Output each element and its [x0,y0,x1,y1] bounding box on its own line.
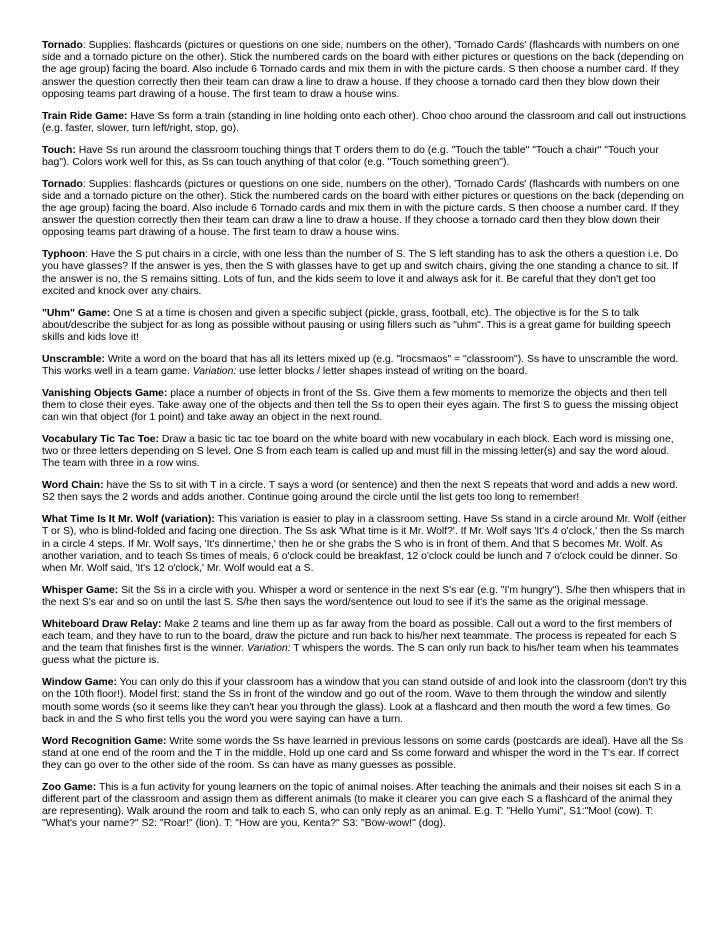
entry-term: Window Game: [42,677,117,689]
entry-train-ride-game [42,111,688,135]
entry-whisper-game [42,585,688,609]
entry-text: : Have the S put chairs in a circle, with one less than the number of S. The S left standing has to ask the others a question i.e. Do you have glasses? If the answer is yes, then the S with glasses have to get up and switch chairs, giving the one standing a chance to sit. If the answer is no, the S remains sitting. Lots of fun, and the kids seem to love it and always ask for it. Be careful that they don't get too excited and knock over any chairs. [42,249,679,297]
entry-window-game [42,677,688,726]
entry-text: Make 2 teams and line them up as far away from the board as possible. Call out a word to the first members of each team, and they have to run to the board, draw the picture and run back to his/her next teammate. The process is repeated for each S and the team that finishes first is the winner. [42,618,677,655]
entry-term: Vanishing Objects Game: [42,387,168,399]
entry-text: Draw a basic tic tac toe board on the white board with new vocabulary in each block. Each word is missing one, two or three letters depending on S level. One S from each team is called up and must fill in the missing letter(s) and say the word aloud. The team with three in a row wins. [42,434,674,470]
entry-zoo-game [42,782,688,831]
entry-text: T whispers the words. The S can only run back to his/her team when his teammates guess what the picture is. [42,643,679,667]
entry-text: : Supplies: flashcards (pictures or questions on one side, numbers on the other), 'Tornado Cards' (flashcards with numbers on one side and a tornado picture on the other). Stick the numbered cards on the board with either pictures or questions on the back (depending on the age group) facing the board. Also include 6 Tornado cards and mix them in with the picture cards. S then choose a number card. If they answer the question correctly then their team can draw a line to draw a house. If they choose a tornado card then they blow down their opposing teams part drawing of a house. The first team to draw a house wins. [42,178,684,239]
entry-text: use letter blocks / letter shapes instead of writing on the board. [236,366,528,378]
entry-tornado-1 [42,40,688,101]
entry-tornado-2 [42,179,688,240]
entry-text: Have Ss run around the classroom touching things that T orders them to do (e.g. "Touch the table" "Touch a chair" "Touch your bag"). Colors work well for this, as Ss can touch anything of that color (e.g. "Touch something green"). [42,144,659,168]
entry-text: Have Ss form a train (standing in line holding onto each other). Choo choo around the classroom and call out instructions (e.g. faster, slower, turn left/right, stop, go). [42,110,686,134]
entry-vanishing-objects-game [42,388,688,425]
entry-text: This variation is easier to play in a classroom setting. Have Ss stand in a circle around Mr. Wolf (either T or S), who is blind-folded and facing one direction. The Ss ask 'What time is it Mr. Wolf?'. If Mr. Wolf says 'It's 4 o'clock,' then the Ss march in a circle 4 steps. If Mr. Wolf says, 'It's dinnertime,' then he or she grabs the S who is in front of them. And that S becomes Mr. Wolf. As another variation, and to teach Ss times of meals, 6 o'clock could be breakfast, 12 o'clock could be lunch and 7 o'clock could be dinner. So when Mr. Wolf said, 'It's 12 o'clock,' Mr. Wolf would eat a S. [42,514,687,575]
entry-term: Tornado [42,178,83,190]
entry-text: This is a fun activity for young learners on the topic of animal noises. After teaching the animals and their noises sit each S in a different part of the classroom and assign them as different animals (to make it clearer you can give each S a flashcard of the animal they are representing). Walk around the room and talk to each S, who can only reply as an animal. E.g. T: "Hello Yumi", S1:"Moo! (cow). T: "What's your name?" S2: "Roar!" (lion). T: "How are you, Kenta?" S3: "Bow-wow!" (dog). [42,781,681,830]
entry-unscramble [42,354,688,378]
entry-term: Whiteboard Draw Relay: [42,618,162,630]
entry-what-time-is-it-mr-wolf [42,514,688,575]
entry-text: place a number of objects in front of the Ss. Give them a few moments to memorize the objects and then tell them to close their eyes. Take away one of the objects and then tell the Ss to open their eyes again. The first S to guess the missing object can win that object (for 1 point) and take away an object in the next round. [42,387,679,424]
entry-term: Word Recognition Game: [42,735,167,747]
entry-touch [42,145,688,169]
entry-term: Touch: [42,144,76,156]
entry-typhoon [42,249,688,298]
entry-term: Whisper Game: [42,584,119,596]
entry-term: Zoo Game: [42,781,97,793]
entry-term: Typhoon [42,249,86,261]
entry-text: Write some words the Ss have learned in previous lessons on some cards (postcards are ideal). Have all the Ss stand at one end of the room and the T in the middle. Hold up one card and Ss come forward and whisper the word in the T's ear. If correct they can go over to the other side of the room. Ss can have as many guesses as possible. [42,735,684,772]
entry-whiteboard-draw-relay [42,619,688,668]
entry-text: Sit the Ss in a circle with you. Whisper a word or sentence in the next S's ear (e.g. "I'm hungry"). S/he then whispers that in the next S's ear and so on until the last S. S/he then says the word/sentence out loud to see if it's the same as the original message. [42,584,686,609]
entry-variation-label: Variation: [192,366,237,378]
entry-word-recognition-game [42,736,688,773]
entry-word-chain [42,480,688,504]
entry-term: Unscramble: [42,353,105,365]
entry-text: You can only do this if your classroom has a window that you can stand outside of and look into the classroom (don't try this on the 10th floor!). Model first: stand the Ss in front of the window and go out of the room. Wave to them through the window and silently mouth some words (so it seems like they can't hear you through the glass). Look at a flashcard and then mouth the word a few times. Go back in and the S who first tells you the word you were saying can have a turn. [42,677,687,725]
entry-uhm-game [42,308,688,345]
entry-term: "Uhm" Game: [42,307,111,319]
entry-term: Train Ride Game: [42,110,128,122]
entry-text: One S at a time is chosen and given a specific subject (pickle, grass, football, etc). The objective is for the S to talk about/describe the subject for as long as possible without pausing or using fillers such as "uhm". This is a great game for building speech skills and kids love it! [42,307,671,344]
entry-vocabulary-tic-tac-toe [42,434,688,471]
entry-term: Word Chain: [42,480,104,492]
entry-term: Vocabulary Tic Tac Toe: [42,434,160,446]
entry-text: have the Ss to sit with T in a circle. T says a word (or sentence) and then the next S repeats that word and adds a new word. S2 then says the 2 words and adds another. Continue going around the circle until the list gets too long to remember! [42,480,679,504]
entry-variation-label: Variation: [247,643,291,655]
entry-term: What Time Is It Mr. Wolf (variation): [42,514,215,526]
entry-text: : Supplies: flashcards (pictures or questions on one side, numbers on the other), 'Tornado Cards' (flashcards with numbers on one side and a tornado picture on the other). Stick the numbered cards on the board with either pictures or questions on the back (depending on the age group) facing the board. Also include 6 Tornado cards and mix them in with the picture cards. S then choose a number card. If they answer the question correctly then their team can draw a line to draw a house. If they choose a tornado card then they blow down their opposing teams part drawing of a house. The first team to draw a house wins. [42,40,684,100]
entry-term: Tornado [42,40,83,51]
entry-text: Write a word on the board that has all its letters mixed up (e.g. "lrocsmaos" = "classroom"). Ss have to unscramble the word. This works well in a team game. [42,353,679,378]
entry-list [42,40,688,831]
